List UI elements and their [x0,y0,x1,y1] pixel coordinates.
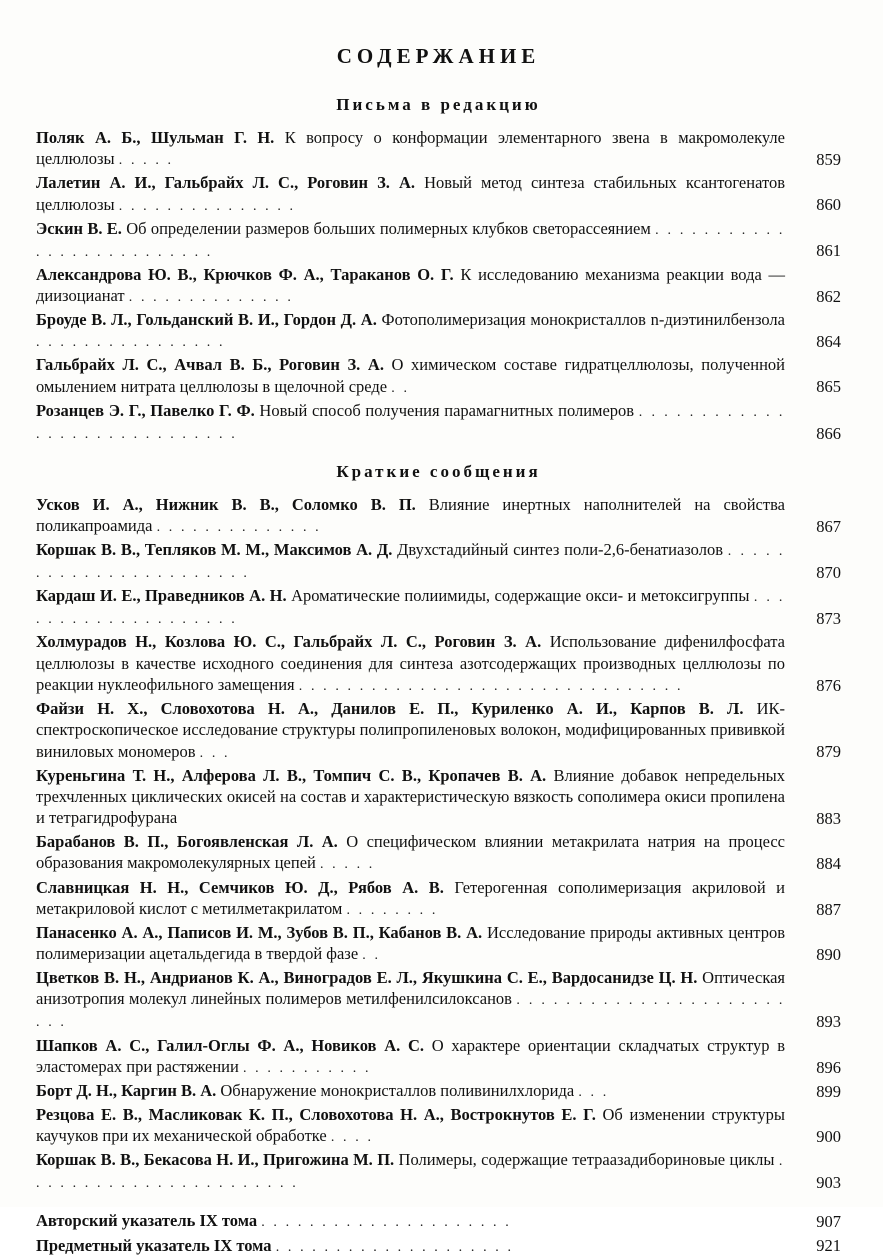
entry-authors: Борт Д. Н., Каргин В. А. [36,1080,221,1100]
toc-entry[interactable] [36,127,841,170]
entry-title: Полимеры, содержащие тетраазадибориновые циклы [398,1150,775,1170]
entry-leaders: . . . . . [319,857,375,873]
entry-title: Об изменении структуры каучуков при их механической обработке [36,1104,785,1146]
index-entry-authors[interactable] [36,1209,841,1233]
entry-authors: Барабанов В. П., Богоявленская Л. А. [36,832,347,852]
entry-title: Ароматические полиимиды, содержащие окси- и метоксигруппы [291,586,750,606]
entry-leaders: . . . [199,745,231,761]
toc-entry[interactable] [36,400,841,444]
toc-entry[interactable] [36,1035,841,1078]
entry-page: 896 [816,1057,841,1077]
entry-authors: Цветков В. Н., Андрианов К. А., Виноградов Е. Л., Якушкина С. Е., Вардосанидзе Ц. Н. [36,968,703,988]
toc-entry[interactable] [36,172,841,215]
entry-page: 876 [816,675,841,695]
entry-authors: Куреньгина Т. Н., Алферова Л. В., Томпич С. В., Кропачев В. А. [36,765,554,785]
index-page: 921 [816,1236,841,1255]
entry-page: 864 [816,332,841,352]
entry-authors: Славницкая Н. Н., Семчиков Ю. Д., Рябов А. В. [36,877,455,897]
entry-leaders: . . . . . . . . . . . . . . . . . . . . . . . [36,1154,785,1192]
entry-title: Использование дифенилфосфата целлюлозы в качестве исходного соединения для синтеза азотсодержащих производных целлюлозы по реакции нуклеофильного замещения [36,632,785,694]
toc-entry[interactable] [36,877,841,920]
toc-entry[interactable] [36,494,841,537]
entry-page: 865 [816,377,841,397]
index-leaders: . . . . . . . . . . . . . . . . . . . . [275,1239,514,1255]
section-heading-brief-reports: Краткие сообщения [336,461,541,481]
entry-page: 859 [816,150,841,170]
toc-entry[interactable] [36,1080,841,1102]
entry-page: 873 [816,609,841,629]
index-page: 907 [816,1211,841,1231]
entry-page: 900 [816,1126,841,1146]
entry-page: 861 [816,241,841,261]
entry-title: ИК-спектроскопическое исследование структуры полипропиленовых волокон, модифицированных прививкой виниловых мономеров [36,698,785,761]
entry-page: 867 [816,516,841,536]
entry-title: Фотополимеризация монокристаллов n-диэтинилбензола [381,310,785,330]
entry-leaders: . . . . . . . . [346,902,438,918]
entry-page: 883 [816,808,841,828]
entry-title: Новый метод синтеза стабильных ксантогенатов целлюлозы [36,173,785,214]
entry-leaders: . . . . . [118,153,174,169]
entry-title: Обнаружение монокристаллов поливинилхлорида [220,1080,575,1100]
entry-leaders: . . . . [330,1130,374,1146]
entry-authors: Коршак В. В., Тепляков М. М., Максимов А. Д. [36,540,398,560]
entry-authors: Лалетин А. И., Гальбрайх Л. С., Роговин З. А. [36,173,425,193]
entry-page: 879 [816,742,841,762]
index-label: Предметный указатель IX тома [36,1235,272,1255]
entry-leaders: . . . . . . . . . . . . . . . . . . . . . . . . . . [36,222,786,260]
entry-authors: Панасенко А. А., Паписов И. М., Зубов В. П., Кабанов В. А. [36,922,487,942]
entry-authors: Александрова Ю. В., Крючков Ф. А., Тараканов О. Г. [36,264,461,284]
entry-authors: Розанцев Э. Г., Павелко Г. Ф. [36,400,260,420]
entry-leaders: . . . . . . . . . . . . . . . . . . . . . . . . . . . . . . . . [298,678,684,694]
page-title: СОДЕРЖАНИЕ [336,44,541,68]
entry-leaders: . . . . . . . . . . . . . . . . [36,335,226,351]
entry-authors: Эскин В. Е. [36,218,127,238]
entry-leaders: . . . [578,1084,609,1100]
toc-entry[interactable] [36,922,841,965]
toc-entry[interactable] [36,967,841,1032]
entry-title: Исследование природы активных центров полимеризации ацетальдегида в твердой фазе [36,922,786,964]
index-label: Авторский указатель IX тома [36,1211,258,1231]
toc-entry[interactable] [36,218,841,262]
toc-entry[interactable] [36,1149,841,1193]
entry-title: Об определении размеров больших полимерных клубков светорассеянием [126,218,651,238]
entry-title: Гетерогенная сополимеризация акриловой и метакриловой кислот с метилметакрилатом [36,877,786,918]
entry-authors: Усков И. А., Нижник В. В., Соломко В. П. [36,494,429,514]
entry-title: О характере ориентации складчатых структур в эластомерах при растяжении [36,1035,785,1076]
index-leaders: . . . . . . . . . . . . . . . . . . . . . [261,1215,512,1231]
entry-page: 887 [816,899,841,919]
entry-leaders: . . . . . . . . . . . . . . . . . . . . . . . . . . . . . [36,404,786,442]
entry-leaders: . . . . . . . . . . . . . . . . . . . . . . . [36,544,785,582]
entry-page: 860 [816,195,841,215]
entry-leaders: . . . . . . . . . . . . . . . . . . . . [36,590,786,628]
toc-entry[interactable] [36,1104,841,1147]
entry-page: 870 [816,562,841,582]
entry-page: 893 [816,1012,841,1032]
entry-title: Влияние инертных наполнителей на свойства поликапроамида [36,494,785,536]
entry-page: 890 [816,944,841,964]
entry-authors: Шапков А. С., Галил-Оглы Ф. А., Новиков А. С. [36,1035,432,1055]
index-list [36,1209,841,1258]
toc-entry[interactable] [36,831,841,874]
entry-title: Оптическая анизотропия молекул линейных полимеров метилфенилсилоксанов [36,968,785,1009]
entry-page: 884 [816,854,841,874]
entry-title: Новый способ получения парамагнитных полимеров [259,400,635,420]
index-entry-subjects[interactable] [36,1234,841,1258]
section-heading-letters: Письма в редакцию [336,95,541,114]
entry-title: Двухстадийный синтез поли-2,6-бенатиазолов [397,540,723,560]
entry-leaders: . . [391,380,410,396]
toc-entry[interactable] [36,539,841,583]
toc-entry[interactable] [36,264,841,307]
entry-authors: Броуде В. Л., Гольданский В. И., Гордон Д. А. [36,310,382,330]
entry-page: 903 [816,1173,841,1193]
entry-leaders: . . . . . . . . . . . . . . . [118,198,296,214]
entry-leaders: . . . . . . . . . . . [242,1060,372,1076]
toc-entry[interactable] [36,354,841,397]
entry-title: К вопросу о конформации элементарного звена в макромолекуле целлюлозы [36,128,785,169]
entry-title: О специфическом влиянии метакрилата натрия на процесс образования макромолекулярных цепей [36,832,785,873]
entry-authors: Гальбрайх Л. С., Ачвал В. Б., Роговин З. А. [36,355,392,375]
entry-authors: Файзи Н. Х., Словохотова Н. А., Данилов Е. П., Куриленко А. И., Карпов В. Л. [36,698,757,718]
entry-title: О химическом составе гидратцеллюлозы, полученной омылением нитрата целлюлозы в щелочной среде [36,355,785,396]
entry-leaders: . . . . . . . . . . . . . . . . . . . . . . . . . [36,993,786,1031]
toc-entry[interactable] [36,585,841,629]
entry-authors: Холмурадов Н., Козлова Ю. С., Гальбрайх Л. С., Роговин З. А. [36,632,550,652]
entry-page: 862 [816,286,841,306]
toc-entry[interactable] [36,765,841,830]
toc-entry[interactable] [36,698,841,763]
entry-leaders: . . [362,948,381,964]
entry-authors: Поляк А. Б., Шульман Г. Н. [36,128,285,147]
entry-leaders: . . . . . . . . . . . . . . [128,290,294,306]
toc-entry[interactable] [36,309,841,352]
entry-authors: Резцова Е. В., Масликовак К. П., Словохотова Н. А., Вострокнутов Е. Г. [36,1104,603,1124]
entry-page: 899 [816,1081,841,1101]
entry-leaders: . . . . . . . . . . . . . . [156,520,322,536]
toc-entry[interactable] [36,631,841,696]
entry-authors: Коршак В. В., Бекасова Н. И., Пригожина М. П. [36,1150,399,1170]
entry-title: К исследованию механизма реакции вода — диизоцианат [36,264,785,306]
entry-authors: Кардаш И. Е., Праведников А. Н. [36,586,292,606]
toc-content [36,44,841,1258]
entry-page: 866 [816,423,841,443]
entry-title: Влияние добавок непредельных трехчленных циклических окисей на состав и характеристическую вязкость сополимера окиси пропилена и тетрагидрофурана [36,765,786,828]
